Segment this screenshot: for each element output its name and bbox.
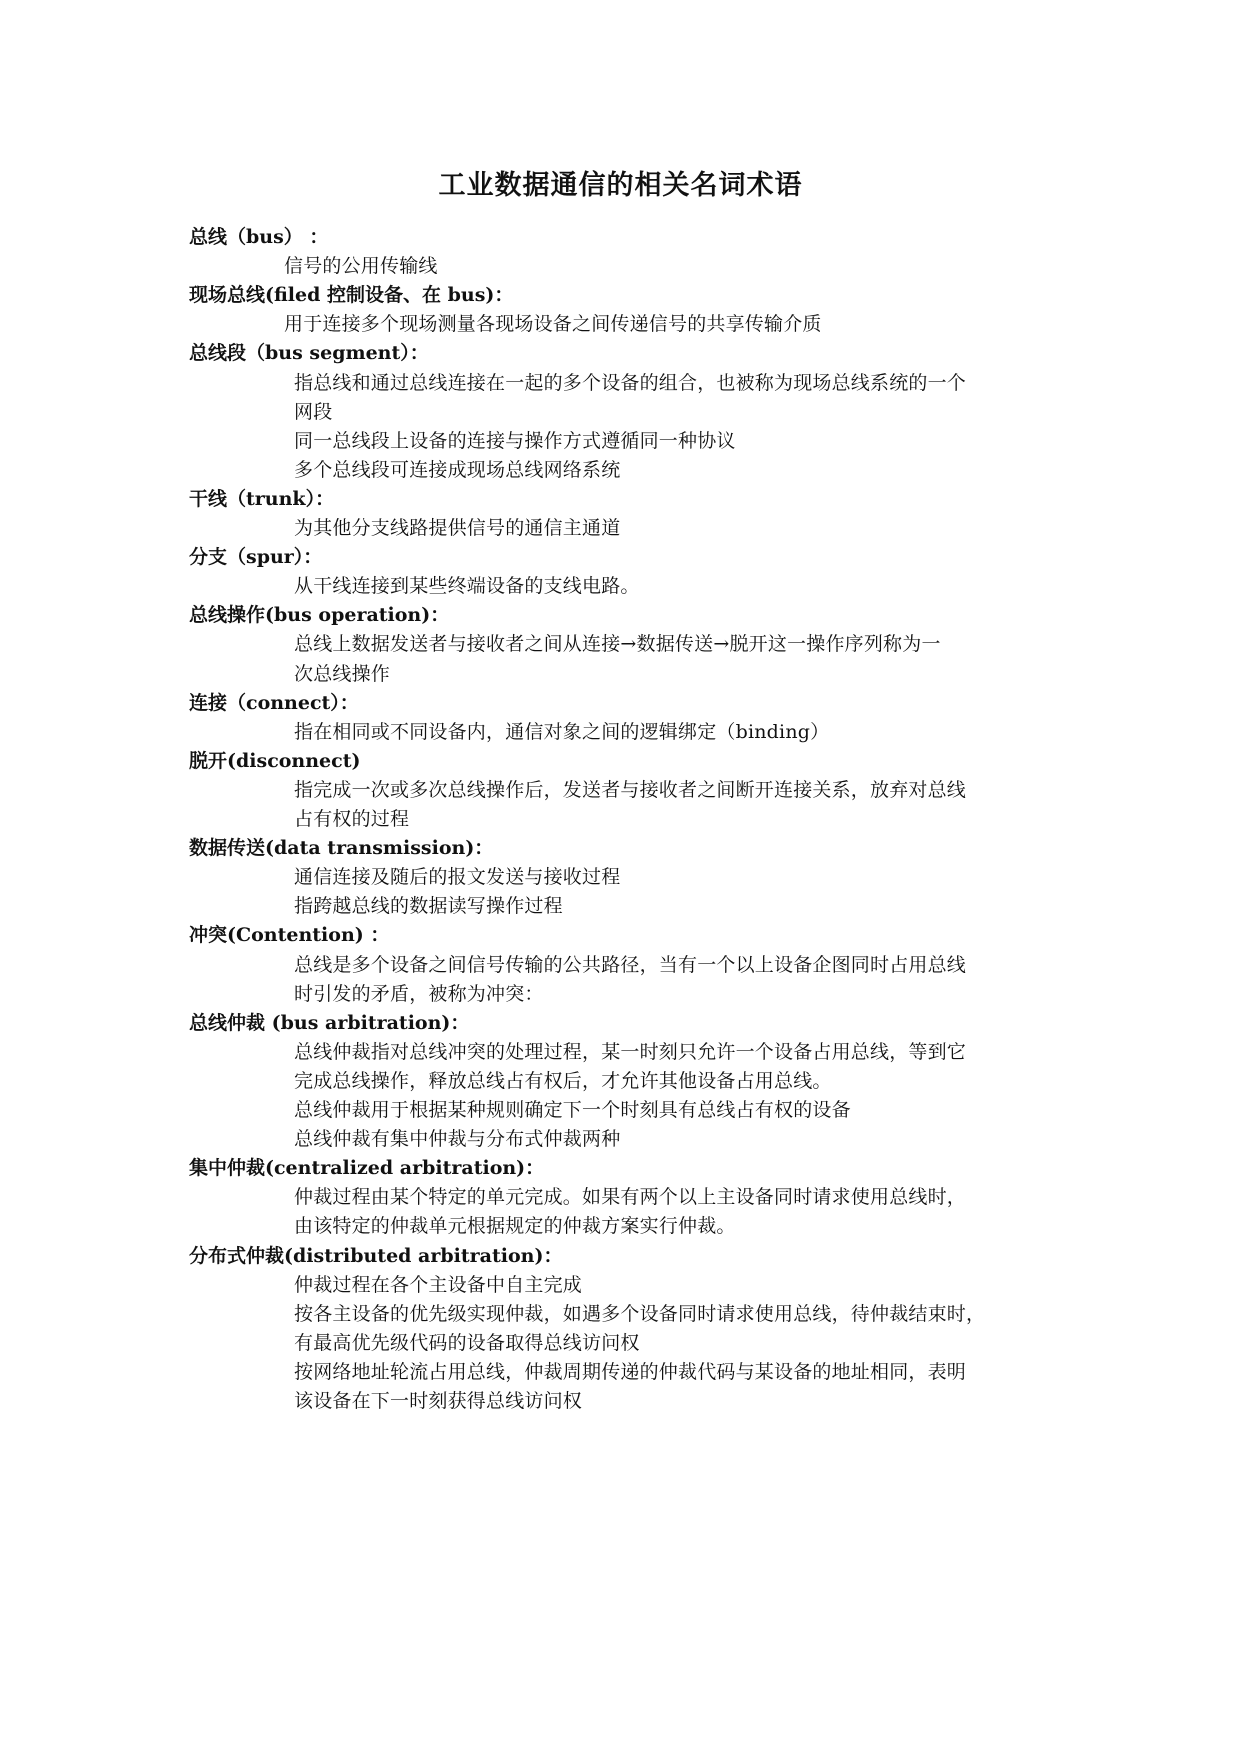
term-description: 多个总线段可连接成现场总线网络系统 <box>294 459 621 481</box>
term-description: 该设备在下一时刻获得总线访问权 <box>294 1390 583 1412</box>
term-heading: 分支（spur）： <box>189 546 323 568</box>
term-description: 总线仲裁指对总线冲突的处理过程，某一时刻只允许一个设备占用总线，等到它 <box>294 1041 967 1063</box>
term-description: 总线上数据发送者与接收者之间从连接→数据传送→脱开这一操作序列称为一 <box>294 633 941 655</box>
term-description: 从干线连接到某些终端设备的支线电路。 <box>294 575 640 597</box>
term-description: 总线仲裁有集中仲裁与分布式仲裁两种 <box>294 1128 621 1150</box>
term-heading: 数据传送(data transmission)： <box>189 837 494 859</box>
term-description: 时引发的矛盾，被称为冲突： <box>294 983 544 1005</box>
term-heading: 总线段（bus segment）： <box>189 342 429 364</box>
term-heading: 集中仲裁(centralized arbitration)： <box>189 1157 545 1179</box>
term-heading: 冲突(Contention) ： <box>189 924 390 946</box>
term-heading: 总线（bus） ： <box>189 226 329 248</box>
term-heading: 干线（trunk）： <box>189 488 335 510</box>
term-description: 同一总线段上设备的连接与操作方式遵循同一种协议 <box>294 430 736 452</box>
term-description: 仲裁过程由某个特定的单元完成。如果有两个以上主设备同时请求使用总线时， <box>294 1186 967 1208</box>
term-description: 有最高优先级代码的设备取得总线访问权 <box>294 1332 640 1354</box>
term-heading: 连接（connect）： <box>189 692 359 714</box>
term-description: 通信连接及随后的报文发送与接收过程 <box>294 866 621 888</box>
term-description: 占有权的过程 <box>294 808 410 830</box>
term-description: 总线仲裁用于根据某种规则确定下一个时刻具有总线占有权的设备 <box>294 1099 851 1121</box>
document-title: 工业数据通信的相关名词术语 <box>438 170 803 201</box>
term-description: 次总线操作 <box>294 663 391 685</box>
term-description: 用于连接多个现场测量各现场设备之间传递信号的共享传输介质 <box>284 313 822 335</box>
term-description: 仲裁过程在各个主设备中自主完成 <box>294 1274 583 1296</box>
term-description: 按网络地址轮流占用总线，仲裁周期传递的仲裁代码与某设备的地址相同，表明 <box>294 1361 967 1383</box>
term-heading: 总线操作(bus operation)： <box>189 604 450 626</box>
term-heading: 现场总线(filed 控制设备、在 bus)： <box>189 284 514 306</box>
term-heading: 总线仲裁 (bus arbitration)： <box>189 1012 470 1034</box>
term-description: 信号的公用传输线 <box>284 255 438 277</box>
term-description: 由该特定的仲裁单元根据规定的仲裁方案实行仲裁。 <box>294 1215 736 1237</box>
term-description: 指总线和通过总线连接在一起的多个设备的组合，也被称为现场总线系统的一个 <box>294 372 967 394</box>
term-description: 总线是多个设备之间信号传输的公共路径，当有一个以上设备企图同时占用总线 <box>294 954 967 976</box>
term-heading: 脱开(disconnect) <box>189 750 361 772</box>
term-heading: 分布式仲裁(distributed arbitration)： <box>189 1245 563 1267</box>
term-description: 网段 <box>294 401 333 423</box>
term-description: 按各主设备的优先级实现仲裁，如遇多个设备同时请求使用总线，待仲裁结束时， <box>294 1303 986 1325</box>
term-description: 为其他分支线路提供信号的通信主通道 <box>294 517 621 539</box>
term-description: 指跨越总线的数据读写操作过程 <box>294 895 563 917</box>
term-description: 指在相同或不同设备内，通信对象之间的逻辑绑定（binding） <box>294 721 830 743</box>
term-description: 指完成一次或多次总线操作后，发送者与接收者之间断开连接关系，放弃对总线 <box>294 779 967 801</box>
term-description: 完成总线操作，释放总线占有权后，才允许其他设备占用总线。 <box>294 1070 832 1092</box>
